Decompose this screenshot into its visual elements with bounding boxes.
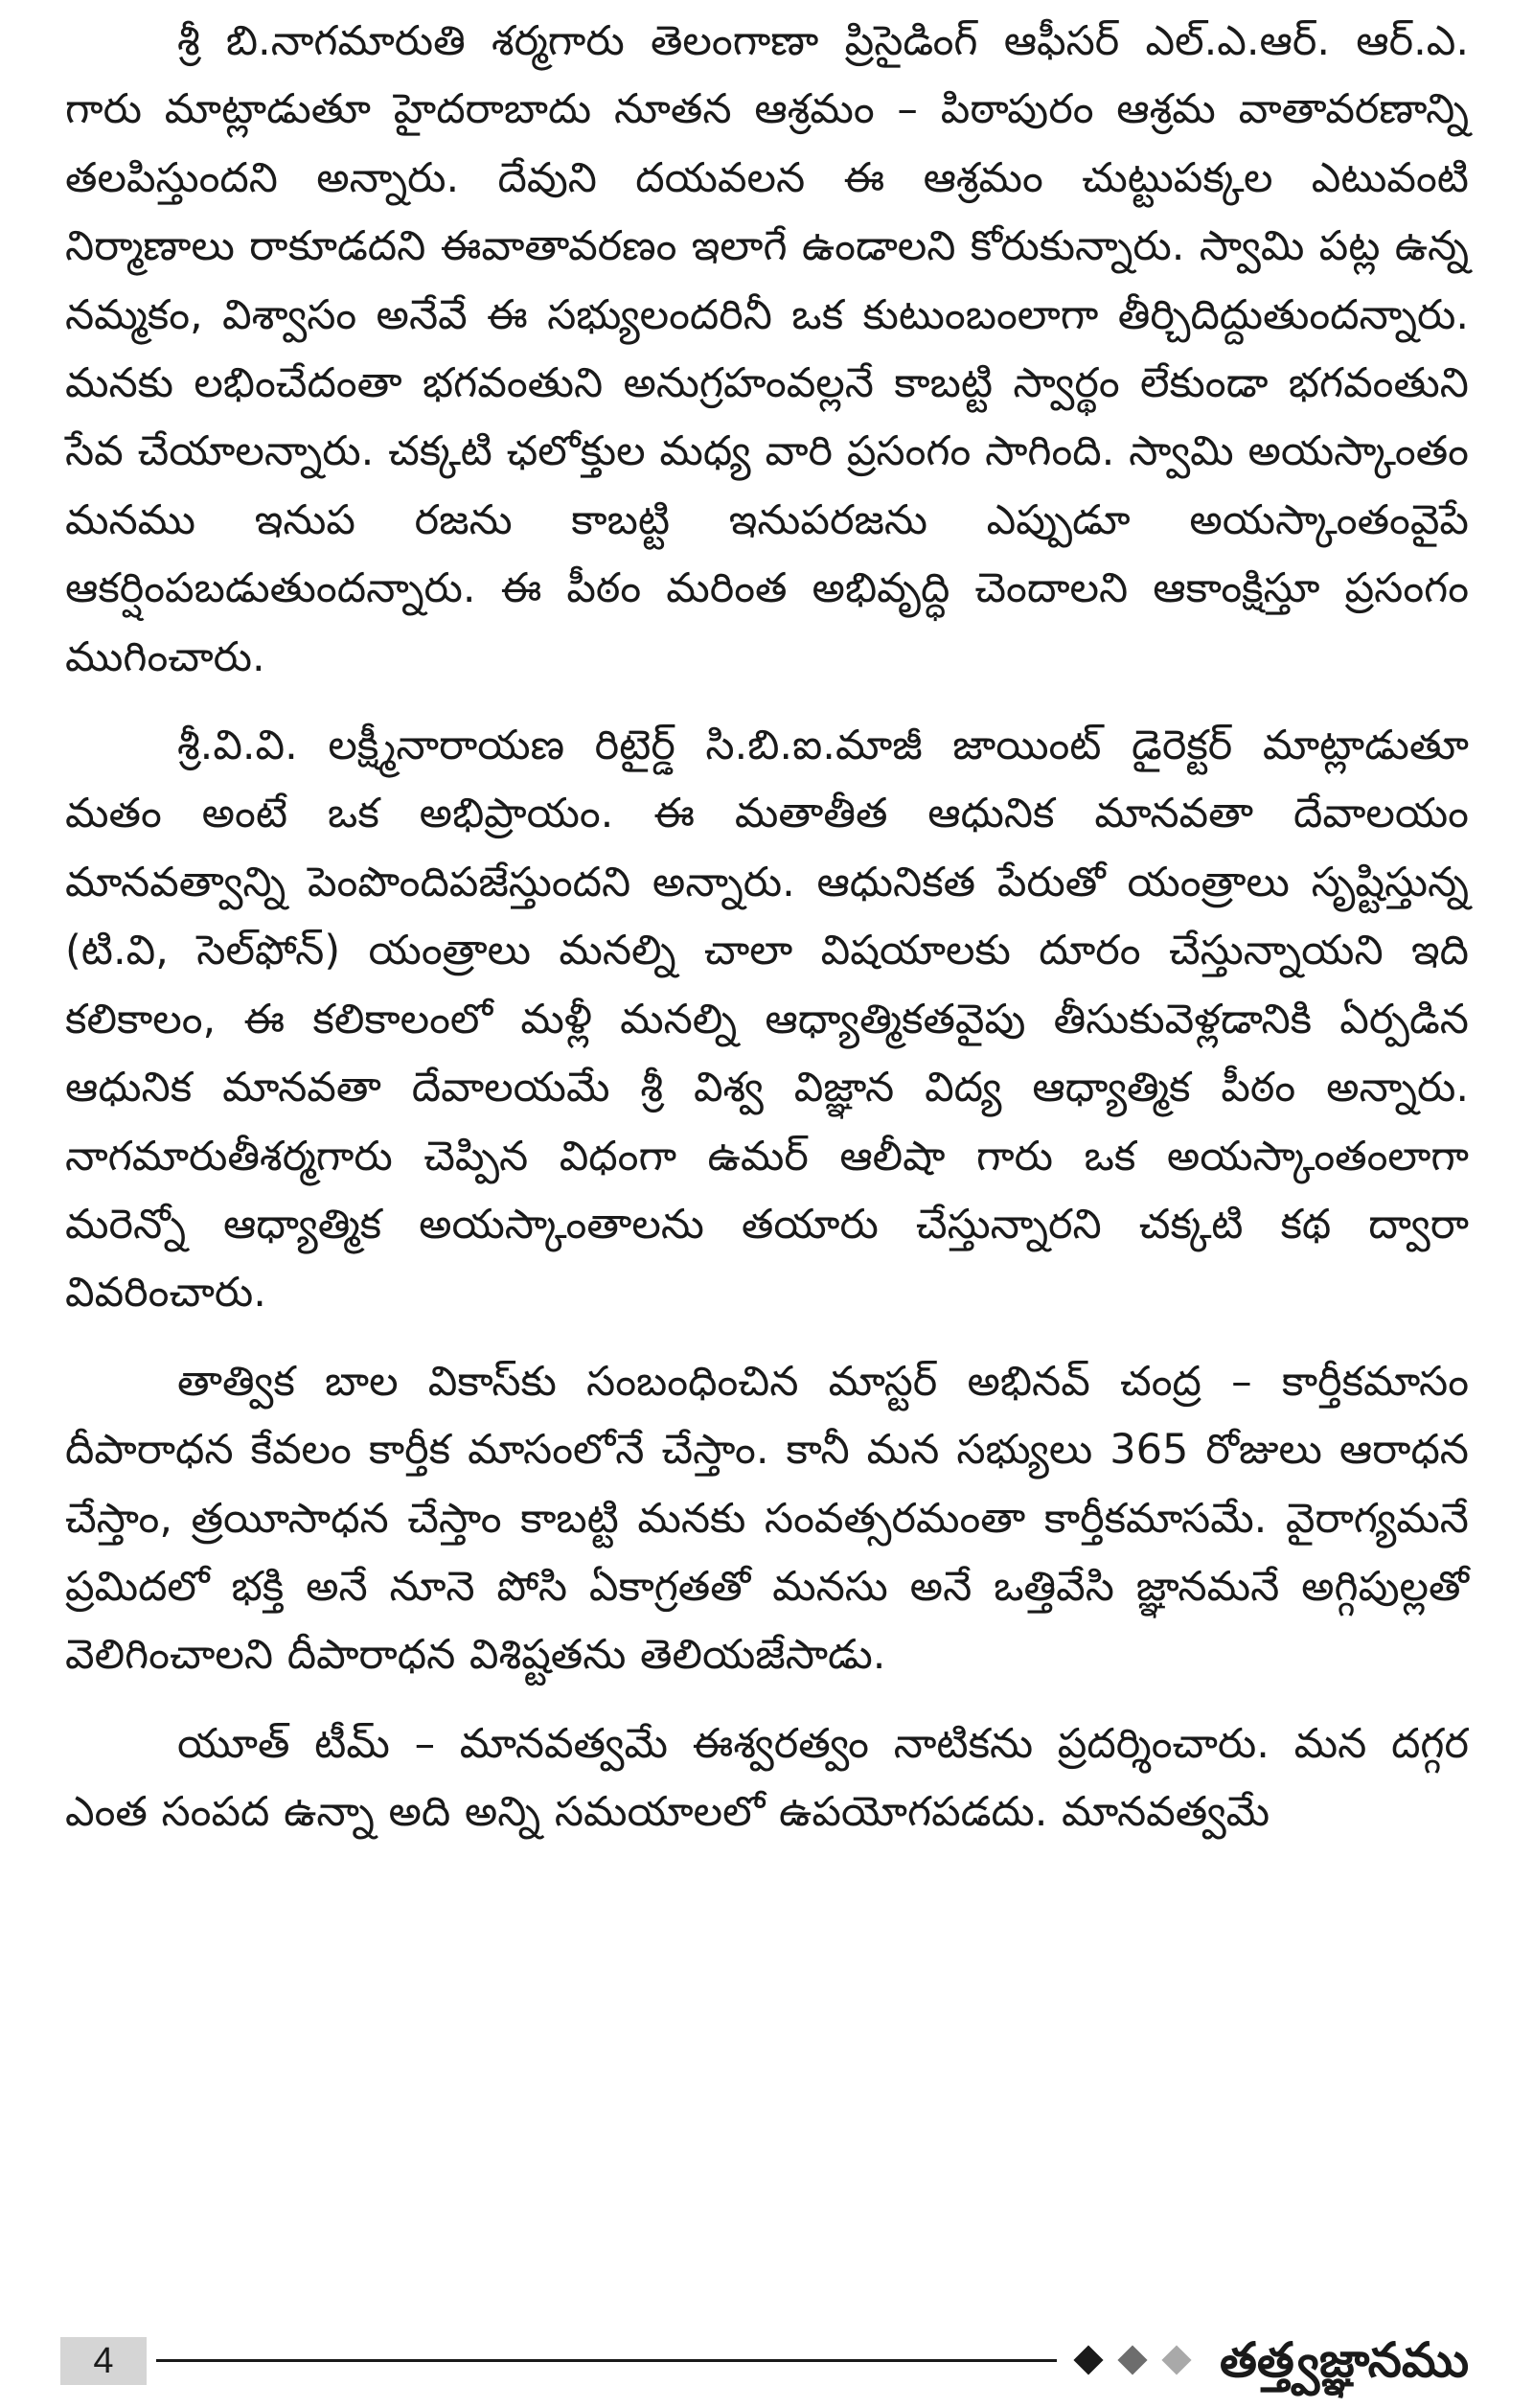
diamond-ornament-dark-icon xyxy=(1073,2345,1103,2374)
paragraph-3: తాత్విక బాల వికాస్‌కు సంబంధించిన మాస్టర్ అభినవ్ చంద్ర – కార్తీకమాసం దీపారాధన కేవలం కార్తీక మాసంలోనే చేస్తాం. కానీ మన సభ్యులు 365 రోజులు ఆరాధన చేస్తాం, త్రయీసాధన చేస్తాం కాబట్టి మనకు సంవత్సరమంతా కార్తీకమాసమే. వైరాగ్యమనే ప్రమిదలో భక్తి అనే నూనె పోసి ఏకాగ్రతతో మనసు అనే ఒత్తివేసి జ్ఞానమనే అగ్గిపుల్లతో వెలిగించాలని దీపారాధన విశిష్టతను తెలియజేసాడు. xyxy=(65,1357,1469,1680)
page-number: 4 xyxy=(60,2337,147,2385)
diamond-ornament-medium-icon xyxy=(1117,2345,1147,2374)
paragraph-2: శ్రీ.వి.వి. లక్ష్మీనారాయణ రిటైర్డ్ సి.బి.ఐ.మాజీ జాయింట్ డైరెక్టర్ మాట్లాడుతూ మతం అంటే ఒక అభిప్రాయం. ఈ మతాతీత ఆధునిక మానవతా దేవాలయం మానవత్వాన్ని పెంపొందిపజేస్తుందని అన్నారు. ఆధునికత పేరుతో యంత్రాలు సృష్టిస్తున్న (టి.వి, సెల్‌ఫోన్) యంత్రాలు మనల్ని చాలా విషయాలకు దూరం చేస్తున్నాయని ఇది కలికాలం, ఈ కలికాలంలో మళ్లీ మనల్ని ఆధ్యాత్మికతవైపు తీసుకువెళ్లడానికి ఏర్పడిన ఆధునిక మానవతా దేవాలయమే శ్రీ విశ్వ విజ్ఞాన విద్య ఆధ్యాత్మిక పీఠం అన్నారు. నాగమారుతీశర్మగారు చెప్పిన విధంగా ఉమర్ ఆలీషా గారు ఒక అయస్కాంతంలాగా మరెన్నో ఆధ్యాత్మిక అయస్కాంతాలను తయారు చేస్తున్నారని చక్కటి కథ ద్వారా వివరించారు. xyxy=(65,722,1469,1318)
footer-divider xyxy=(156,2359,1057,2362)
magazine-title: తత్త్వజ్ఞానము xyxy=(1220,2332,1470,2388)
diamond-ornament-light-icon xyxy=(1161,2345,1191,2374)
article-body xyxy=(65,8,1469,2298)
paragraph-1: శ్రీ బి.నాగమారుతి శర్మగారు తెలంగాణా ప్రిసైడింగ్ ఆఫీసర్ ఎల్.ఎ.ఆర్. ఆర్.ఎ. గారు మాట్లాడుతూ హైదరాబాదు నూతన ఆశ్రమం – పిఠాపురం ఆశ్రమ వాతావరణాన్ని తలపిస్తుందని అన్నారు. దేవుని దయవలన ఈ ఆశ్రమం చుట్టుపక్కల ఎటువంటి నిర్మాణాలు రాకూడదని ఈవాతావరణం ఇలాగే ఉండాలని కోరుకున్నారు. స్వామి పట్ల ఉన్న నమ్మకం, విశ్వాసం అనేవే ఈ సభ్యులందరినీ ఒక కుటుంబంలాగా తీర్చిదిద్దుతుందన్నారు. మనకు లభించేదంతా భగవంతుని అనుగ్రహంవల్లనే కాబట్టి స్వార్థం లేకుండా భగవంతుని సేవ చేయాలన్నారు. చక్కటి ఛలోక్తుల మధ్య వారి ప్రసంగం సాగింది. స్వామి అయస్కాంతం మనము ఇనుప రజను కాబట్టి ఇనుపరజను ఎప్పుడూ అయస్కాంతంవైపే ఆకర్షింపబడుతుందన్నారు. ఈ పీఠం మరింత అభివృద్ధి చెందాలని ఆకాంక్షిస్తూ ప్రసంగం ముగించారు. xyxy=(65,17,1469,681)
paragraph-4: యూత్ టీమ్ – మానవత్వమే ఈశ్వరత్వం నాటికను ప్రదర్శించారు. మన దగ్గర ఎంత సంపద ఉన్నా అది అన్ని సమయాలలో ఉపయోగపడదు. మానవత్వమే xyxy=(65,1719,1469,1837)
page-footer xyxy=(60,2330,1488,2397)
